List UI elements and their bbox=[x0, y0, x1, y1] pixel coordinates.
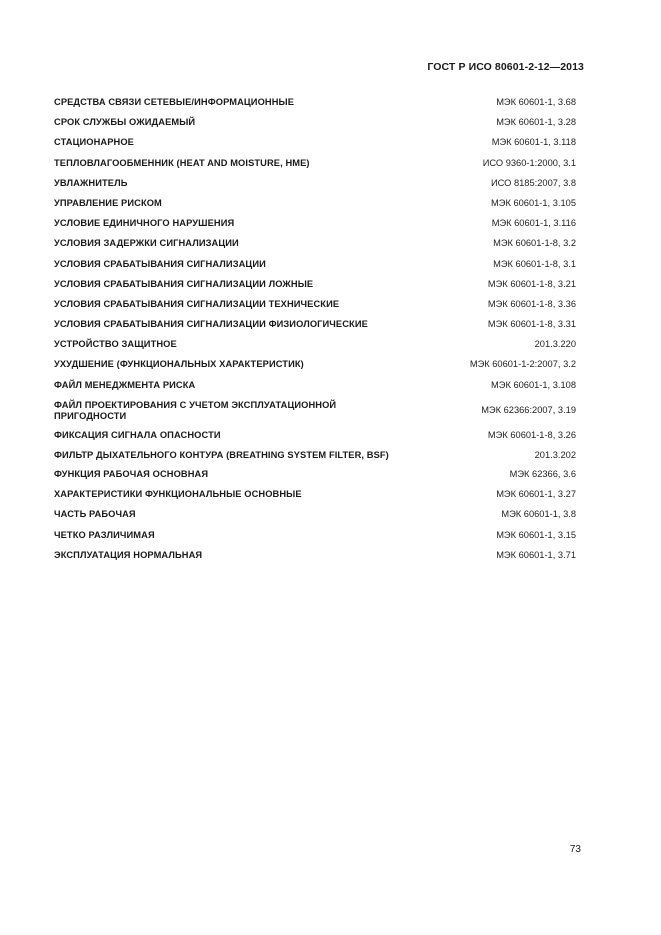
index-entry bbox=[54, 198, 576, 209]
index-entry bbox=[54, 489, 576, 500]
index-term: ФИКСАЦИЯ СИГНАЛА ОПАСНОСТИ bbox=[54, 429, 221, 440]
index-term: ЧАСТЬ РАБОЧАЯ bbox=[54, 509, 136, 520]
index-entry bbox=[54, 530, 576, 541]
document-header: ГОСТ Р ИСО 80601-2-12—2013 bbox=[427, 61, 584, 73]
index-entry bbox=[54, 400, 576, 422]
index-term: УСТРОЙСТВО ЗАЩИТНОЕ bbox=[54, 339, 177, 350]
index-reference: МЭК 60601-1-2:2007, 3.2 bbox=[469, 359, 576, 370]
index-entry bbox=[54, 238, 576, 249]
index-entry bbox=[54, 509, 576, 520]
index-term: УВЛАЖНИТЕЛЬ bbox=[54, 177, 128, 188]
index-entry bbox=[54, 339, 576, 350]
term-index bbox=[54, 97, 576, 570]
index-entry bbox=[54, 299, 576, 310]
index-term: УПРАВЛЕНИЕ РИСКОМ bbox=[54, 197, 162, 208]
index-reference: МЭК 60601-1-8, 3.36 bbox=[487, 298, 576, 309]
index-term: ЧЕТКО РАЗЛИЧИМАЯ bbox=[54, 529, 155, 540]
index-reference: МЭК 60601-1, 3.71 bbox=[496, 549, 576, 560]
index-term: СРОК СЛУЖБЫ ОЖИДАЕМЫЙ bbox=[54, 117, 196, 128]
index-reference: МЭК 60601-1, 3.27 bbox=[496, 489, 576, 500]
index-reference: МЭК 60601-1-8, 3.26 bbox=[487, 429, 576, 440]
index-reference: МЭК 62366, 3.6 bbox=[509, 469, 576, 479]
index-term: ТЕПЛОВЛАГООБМЕННИК (HEAT AND MOISTURE, HME) bbox=[54, 157, 310, 168]
index-entry bbox=[54, 450, 576, 461]
index-reference: МЭК 60601-1-8, 3.31 bbox=[487, 319, 576, 330]
index-term: УСЛОВИЯ СРАБАТЫВАНИЯ СИГНАЛИЗАЦИИ ТЕХНИЧЕСКИЕ bbox=[54, 298, 340, 309]
index-reference: МЭК 60601-1, 3.118 bbox=[491, 137, 576, 148]
index-reference: МЭК 62366:2007, 3.19 bbox=[481, 405, 576, 416]
index-term: СТАЦИОНАРНОЕ bbox=[54, 137, 134, 148]
index-reference: 201.3.220 bbox=[534, 339, 576, 350]
index-entry bbox=[54, 97, 576, 108]
index-entry bbox=[54, 469, 576, 480]
index-term: УХУДШЕНИЕ (ФУНКЦИОНАЛЬНЫХ ХАРАКТЕРИСТИК) bbox=[54, 359, 304, 370]
index-reference: МЭК 60601-1, 3.68 bbox=[496, 97, 576, 107]
index-term: УСЛОВИЯ СРАБАТЫВАНИЯ СИГНАЛИЗАЦИИ bbox=[54, 258, 266, 269]
index-entry bbox=[54, 319, 576, 330]
index-entry bbox=[54, 259, 576, 270]
index-entry bbox=[54, 279, 576, 290]
index-entry bbox=[54, 178, 576, 189]
index-term: УСЛОВИЕ ЕДИНИЧНОГО НАРУШЕНИЯ bbox=[54, 218, 235, 229]
index-reference: ИСО 8185:2007, 3.8 bbox=[490, 177, 576, 188]
index-term: УСЛОВИЯ СРАБАТЫВАНИЯ СИГНАЛИЗАЦИИ ЛОЖНЫЕ bbox=[54, 278, 314, 289]
index-term: ФАЙЛ ПРОЕКТИРОВАНИЯ С УЧЕТОМ ЭКСПЛУАТАЦИОННОЙ ПРИГОДНОСТИ bbox=[54, 399, 337, 421]
index-term: ЭКСПЛУАТАЦИЯ НОРМАЛЬНАЯ bbox=[54, 549, 203, 560]
index-reference: МЭК 60601-1, 3.8 bbox=[501, 509, 576, 520]
index-entry bbox=[54, 430, 576, 441]
index-entry bbox=[54, 550, 576, 561]
index-term: УСЛОВИЯ СРАБАТЫВАНИЯ СИГНАЛИЗАЦИИ ФИЗИОЛОГИЧЕСКИЕ bbox=[54, 319, 368, 330]
index-entry bbox=[54, 137, 576, 148]
index-entry bbox=[54, 158, 576, 169]
index-entry bbox=[54, 380, 576, 391]
index-term: ФИЛЬТР ДЫХАТЕЛЬНОГО КОНТУРА (BREATHING SYSTEM FILTER, BSF) bbox=[54, 450, 389, 460]
index-reference: МЭК 60601-1, 3.15 bbox=[496, 529, 576, 540]
index-term: ФУНКЦИЯ РАБОЧАЯ ОСНОВНАЯ bbox=[54, 469, 209, 479]
index-term: ХАРАКТЕРИСТИКИ ФУНКЦИОНАЛЬНЫЕ ОСНОВНЫЕ bbox=[54, 489, 302, 500]
index-entry bbox=[54, 117, 576, 128]
index-reference: МЭК 60601-1, 3.116 bbox=[491, 218, 576, 229]
index-term: СРЕДСТВА СВЯЗИ СЕТЕВЫЕ/ИНФОРМАЦИОННЫЕ bbox=[54, 97, 295, 107]
index-reference: МЭК 60601-1, 3.108 bbox=[491, 379, 576, 390]
index-entry bbox=[54, 218, 576, 229]
index-term: ФАЙЛ МЕНЕДЖМЕНТА РИСКА bbox=[54, 379, 196, 390]
index-reference: МЭК 60601-1-8, 3.1 bbox=[493, 258, 576, 269]
index-reference: ИСО 9360-1:2000, 3.1 bbox=[482, 157, 576, 168]
index-entry bbox=[54, 359, 576, 370]
page-number: 73 bbox=[569, 844, 581, 855]
index-reference: МЭК 60601-1-8, 3.21 bbox=[487, 278, 576, 289]
index-term: УСЛОВИЯ ЗАДЕРЖКИ СИГНАЛИЗАЦИИ bbox=[54, 238, 239, 249]
index-reference: МЭК 60601-1-8, 3.2 bbox=[493, 238, 576, 249]
index-reference: МЭК 60601-1, 3.28 bbox=[496, 117, 576, 128]
index-reference: МЭК 60601-1, 3.105 bbox=[491, 197, 576, 208]
index-reference: 201.3.202 bbox=[534, 450, 576, 460]
